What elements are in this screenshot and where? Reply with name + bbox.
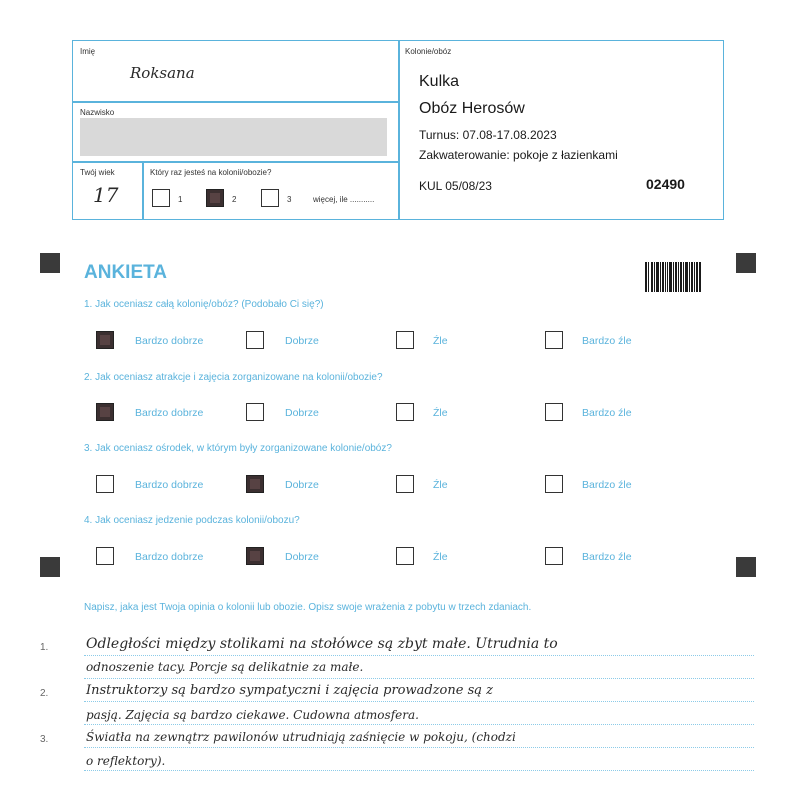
q2-option-dobrze-label: Dobrze <box>285 407 319 419</box>
q4-option-bardzo-zle-label: Bardzo źle <box>582 551 632 563</box>
answer-line-3: Instruktorzy są bardzo sympatyczni i zajęcia prowadzone są z <box>86 683 493 698</box>
q3-option-dobrze-label: Dobrze <box>285 479 319 491</box>
barcode <box>645 262 701 292</box>
q1-option-zle-label: Źle <box>433 335 448 347</box>
camp-name: Kulka <box>419 73 460 90</box>
corner-marker-bottom-left <box>40 557 60 577</box>
q3-option-bardzo-zle-label: Bardzo źle <box>582 479 632 491</box>
q4-option-bardzo-dobrze-label: Bardzo dobrze <box>135 551 204 563</box>
nazwisko-redacted <box>80 118 387 156</box>
q4-option-bardzo-zle-checkbox[interactable] <box>545 547 563 565</box>
ktory-raz-label-2: 2 <box>232 195 237 204</box>
header-divider-1 <box>72 101 399 103</box>
q1-option-bardzo-zle-checkbox[interactable] <box>545 331 563 349</box>
q1-option-dobrze-label: Dobrze <box>285 335 319 347</box>
q4-option-bardzo-dobrze-checkbox[interactable] <box>96 547 114 565</box>
ktory-raz-checkbox-2[interactable] <box>206 189 224 207</box>
q3-option-zle-label: Źle <box>433 479 448 491</box>
q3-option-dobrze-checkbox[interactable] <box>246 475 264 493</box>
question-3: 3. Jak oceniasz ośrodek, w którym były zorganizowane kolonie/obóz? <box>84 443 392 454</box>
camp-code: KUL 05/08/23 <box>419 179 492 193</box>
form-number: 02490 <box>646 176 685 192</box>
imie-label: Imię <box>80 47 96 56</box>
writing-line-4[interactable] <box>84 724 754 725</box>
wiek-label: Twój wiek <box>80 168 115 177</box>
q2-option-bardzo-dobrze-label: Bardzo dobrze <box>135 407 204 419</box>
corner-marker-top-right <box>736 253 756 273</box>
writing-line-6[interactable] <box>84 770 754 771</box>
corner-marker-bottom-right <box>736 557 756 577</box>
ktory-raz-label: Który raz jesteś na kolonii/obozie? <box>150 168 272 177</box>
nazwisko-label: Nazwisko <box>80 108 115 117</box>
q2-option-zle-label: Źle <box>433 407 448 419</box>
question-1: 1. Jak oceniasz całą kolonię/obóz? (Podobało Ci się?) <box>84 299 324 310</box>
q1-option-bardzo-dobrze-checkbox[interactable] <box>96 331 114 349</box>
answer-line-2: odnoszenie tacy. Porcje są delikatnie za małe. <box>86 660 364 674</box>
line-number-2: 2. <box>40 688 49 699</box>
kolonie-label: Kolonie/obóz <box>405 47 452 56</box>
line-number-3: 3. <box>40 734 49 745</box>
question-2: 2. Jak oceniasz atrakcje i zajęcia zorganizowane na kolonii/obozie? <box>84 372 383 383</box>
writing-line-5[interactable] <box>84 747 754 748</box>
q3-option-bardzo-dobrze-checkbox[interactable] <box>96 475 114 493</box>
answer-line-4: pasją. Zajęcia są bardzo ciekawe. Cudowna atmosfera. <box>86 708 419 722</box>
answer-line-5: Światła na zewnątrz pawilonów utrudniają zaśnięcie w pokoju, (chodzi <box>86 730 516 744</box>
q4-option-zle-checkbox[interactable] <box>396 547 414 565</box>
answer-line-1: Odległości między stolikami na stołówce są zbyt małe. Utrudnia to <box>86 636 558 652</box>
turnus: Turnus: 07.08-17.08.2023 <box>419 128 557 142</box>
question-4: 4. Jak oceniasz jedzenie podczas kolonii/obozu? <box>84 515 300 526</box>
header-divider-3 <box>142 161 144 220</box>
q2-option-zle-checkbox[interactable] <box>396 403 414 421</box>
q1-option-bardzo-zle-label: Bardzo źle <box>582 335 632 347</box>
writing-line-1[interactable] <box>84 655 754 656</box>
zakwaterowanie: Zakwaterowanie: pokoje z łazienkami <box>419 148 618 162</box>
ktory-raz-label-1: 1 <box>178 195 183 204</box>
ktory-raz-checkbox-3[interactable] <box>261 189 279 207</box>
ktory-raz-more: więcej, ile ........... <box>313 195 375 204</box>
ktory-raz-label-3: 3 <box>287 195 292 204</box>
corner-marker-top-left <box>40 253 60 273</box>
q2-option-bardzo-zle-label: Bardzo źle <box>582 407 632 419</box>
q1-option-zle-checkbox[interactable] <box>396 331 414 349</box>
header-divider-vertical <box>398 40 400 220</box>
survey-title: ANKIETA <box>84 262 168 283</box>
header-divider-2 <box>72 161 399 163</box>
q3-option-bardzo-dobrze-label: Bardzo dobrze <box>135 479 204 491</box>
q3-option-bardzo-zle-checkbox[interactable] <box>545 475 563 493</box>
answer-line-6: o reflektory). <box>86 754 166 768</box>
q2-option-bardzo-zle-checkbox[interactable] <box>545 403 563 421</box>
line-number-1: 1. <box>40 642 49 653</box>
camp-subtitle: Obóz Herosów <box>419 100 525 117</box>
q4-option-dobrze-checkbox[interactable] <box>246 547 264 565</box>
q2-option-bardzo-dobrze-checkbox[interactable] <box>96 403 114 421</box>
q1-option-dobrze-checkbox[interactable] <box>246 331 264 349</box>
writing-line-3[interactable] <box>84 701 754 702</box>
wiek-value: 17 <box>93 183 119 207</box>
q4-option-dobrze-label: Dobrze <box>285 551 319 563</box>
writing-line-2[interactable] <box>84 678 754 679</box>
ktory-raz-checkbox-1[interactable] <box>152 189 170 207</box>
imie-value: Roksana <box>130 64 195 82</box>
q3-option-zle-checkbox[interactable] <box>396 475 414 493</box>
opinion-instruction: Napisz, jaka jest Twoja opinia o kolonii lub obozie. Opisz swoje wrażenia z pobytu w trzech zdaniach. <box>84 602 532 613</box>
q1-option-bardzo-dobrze-label: Bardzo dobrze <box>135 335 204 347</box>
q2-option-dobrze-checkbox[interactable] <box>246 403 264 421</box>
q4-option-zle-label: Źle <box>433 551 448 563</box>
